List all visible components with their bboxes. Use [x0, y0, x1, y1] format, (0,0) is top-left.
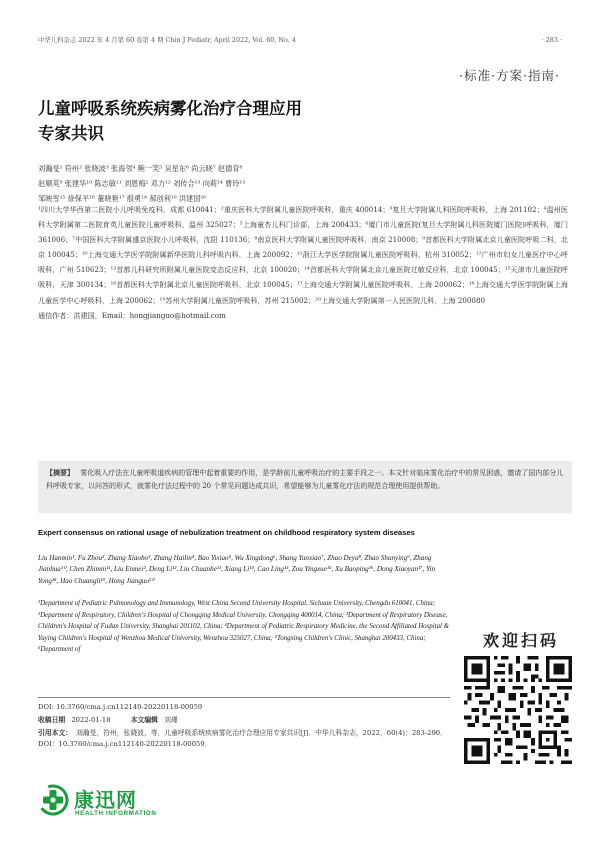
received-editor-line: [38, 715, 450, 726]
english-authors: Liu Hanmin¹, Fu Zhou², Zhang Xiaobo³, Zhang Hailin⁴, Bao Yixiao⁵, Wu Xingdong⁶, Shang Yunxiao⁷, Zhao Deyu⁸, Zhao Shunying⁹, Zhang Jianhua¹⁰, Chen Zhimin¹¹, Liu Enmei², Deng Li¹², Liu Chuanhe¹³, Xiang Li¹⁴, Cao Ling¹³, Zou Yingxue¹⁵, Xu Baoping¹⁶, Dong Xiaoyan¹⁷, Yin Yong¹⁸, Hao Chuangli¹⁹, Hong Jianguo²⁰: [38, 554, 436, 585]
site-logo[interactable]: [36, 783, 186, 823]
citation-line: [38, 728, 450, 750]
received-label: 收稿日期: [38, 716, 66, 724]
title-line-2: 专家共识: [38, 124, 104, 143]
editor-value: 刘瑾: [164, 716, 178, 724]
divider: [38, 697, 450, 698]
logo-name: 康迅网: [74, 788, 137, 812]
health-logo-icon: [36, 783, 70, 817]
editor-label: 本文编辑: [130, 716, 158, 724]
abstract-text: 雾化吸入疗法在儿童呼吸道疾病的管理中起着重要的作用，是学龄前儿童呼吸治疗的主要手段之一。本文针对临床雾化治疗中的常见困惑，邀请了国内部分儿科呼吸专家，以问答的形式，就雾化疗法过程中的 20 个常见问题达成共识，希望能够为儿童雾化疗法的规范合理使用提供帮助。: [46, 469, 564, 490]
doi-line: DOI: 10.3760/cma.j.cn112140-20220118-00059: [38, 703, 203, 711]
qr-code-icon[interactable]: [464, 656, 572, 764]
affiliations-text: ¹四川大学华西第二医院小儿呼吸免疫科，成都 610041；²重庆医科大学附属儿童医院呼吸科，重庆 400014；³复旦大学附属儿科医院呼吸科，上海 201102；⁴温州医科大学附属第二医院育英儿童医院儿童呼吸科，温州 325027；⁵上海童杏儿科门诊部，上海 200433；⁶厦门市儿童医院(复旦大学附属儿科医院厦门医院)呼吸科，厦门 361006；⁷中国医科大学附属盛京医院小儿呼吸科，沈阳 110136；⁸南京医科大学附属儿童医院呼吸科，南京 210008；⁹首都医科大学附属北京儿童医院呼吸二科，北京 100045；¹⁰上海交通大学医学院附属新华医院儿科呼吸内科，上海 200092；¹¹浙江大学医学院附属儿童医院呼吸科，杭州 310052；¹²广州市妇女儿童医疗中心呼吸科，广州 510623；¹³首都儿科研究所附属儿童医院变态反应科，北京 100020；¹⁴首都医科大学附属北京儿童医院过敏反应科，北京 100045；¹⁵天津市儿童医院呼吸科，天津 300134；¹⁶首都医科大学附属北京儿童医院呼吸科，北京 100045；¹⁷上海交通大学附属儿童医院呼吸科，上海 200062；¹⁸上海交通大学医学院附属上海儿童医学中心呼吸科，上海 200062；¹⁹苏州大学附属儿童医院呼吸科，苏州 215002；²⁰上海交通大学附属第一人民医院儿科，上海 200080: [38, 205, 568, 305]
received-value: 2022-01-18: [71, 716, 111, 724]
english-affiliations: ¹Department of Pediatric Pulmonology and Immunology, West China Second University Hospital, Sichuan University, Chengdu 610041, China; ²Department of Respiratory, Children's Hospital of Chongqing Medical University, Chongqing 400014, China; ³Department of Respiratory Disease, Children's Hospital of Fudan University, Shanghai 201102, China; ⁴Department of Pediatric Respiratory Medicine, the Second Affiliated Hospital & Yuying Children's Hospital of Wenzhou Medical University, Wenzhou 325027, China; ⁵Tongxing Children's Clinic, Shanghai 200433, China; ⁶Department of: [38, 600, 450, 654]
citation-text: 刘瀚旻，符州，张晓波，等．儿童呼吸系统疾病雾化治疗合理应用专家共识[J]．中华儿科杂志，2022，60(4)：283-290．DOI：10.3760/cma.j.cn112140-20220118-00059．: [38, 729, 447, 748]
citation-label: 引用本文：: [38, 729, 72, 737]
running-head: [38, 34, 562, 46]
authors-line: 刘瀚旻¹ 符州² 张晓波³ 张海邻⁴ 鲍一笑⁵ 吴星东⁶ 尚云晓⁷ 赵德育⁸: [38, 164, 243, 173]
qr-caption: 欢迎扫码: [482, 631, 559, 650]
authors-cn: [38, 161, 538, 206]
article-title: [38, 96, 458, 146]
logo-subtitle: HEALTH INFORMATION: [75, 810, 157, 817]
abstract-cn: [38, 461, 572, 513]
affiliations-cn: [38, 202, 568, 323]
section-label: ·标准·方案·指南·: [459, 68, 560, 83]
journal-citation-header: 中华儿科杂志 2022 年 4 月第 60 卷第 4 期 Chin J Pediatr, April 2022, Vol. 60, No. 4: [38, 36, 296, 44]
page-number: · 283 ·: [541, 36, 562, 44]
authors-line: 邹映雪¹⁵ 徐保平¹⁶ 董晓艳¹⁷ 殷勇¹⁸ 郝创利¹⁹ 洪建国²⁰: [38, 194, 207, 203]
authors-line: 赵顺英⁹ 张建华¹⁰ 陈志敏¹¹ 刘恩梅² 邓力¹² 刘传合¹³ 向莉¹⁴ 曹玲¹³: [38, 179, 246, 188]
title-line-1: 儿童呼吸系统疾病雾化治疗合理应用: [38, 99, 302, 118]
corresponding-author: 通信作者：洪建国，Email：hongjianguo@hotmail.com: [38, 310, 226, 320]
abstract-label: 【摘要】: [46, 469, 74, 477]
english-title: Expert consensus on rational usage of nebulization treatment on childhood respiratory system diseases: [38, 528, 415, 537]
